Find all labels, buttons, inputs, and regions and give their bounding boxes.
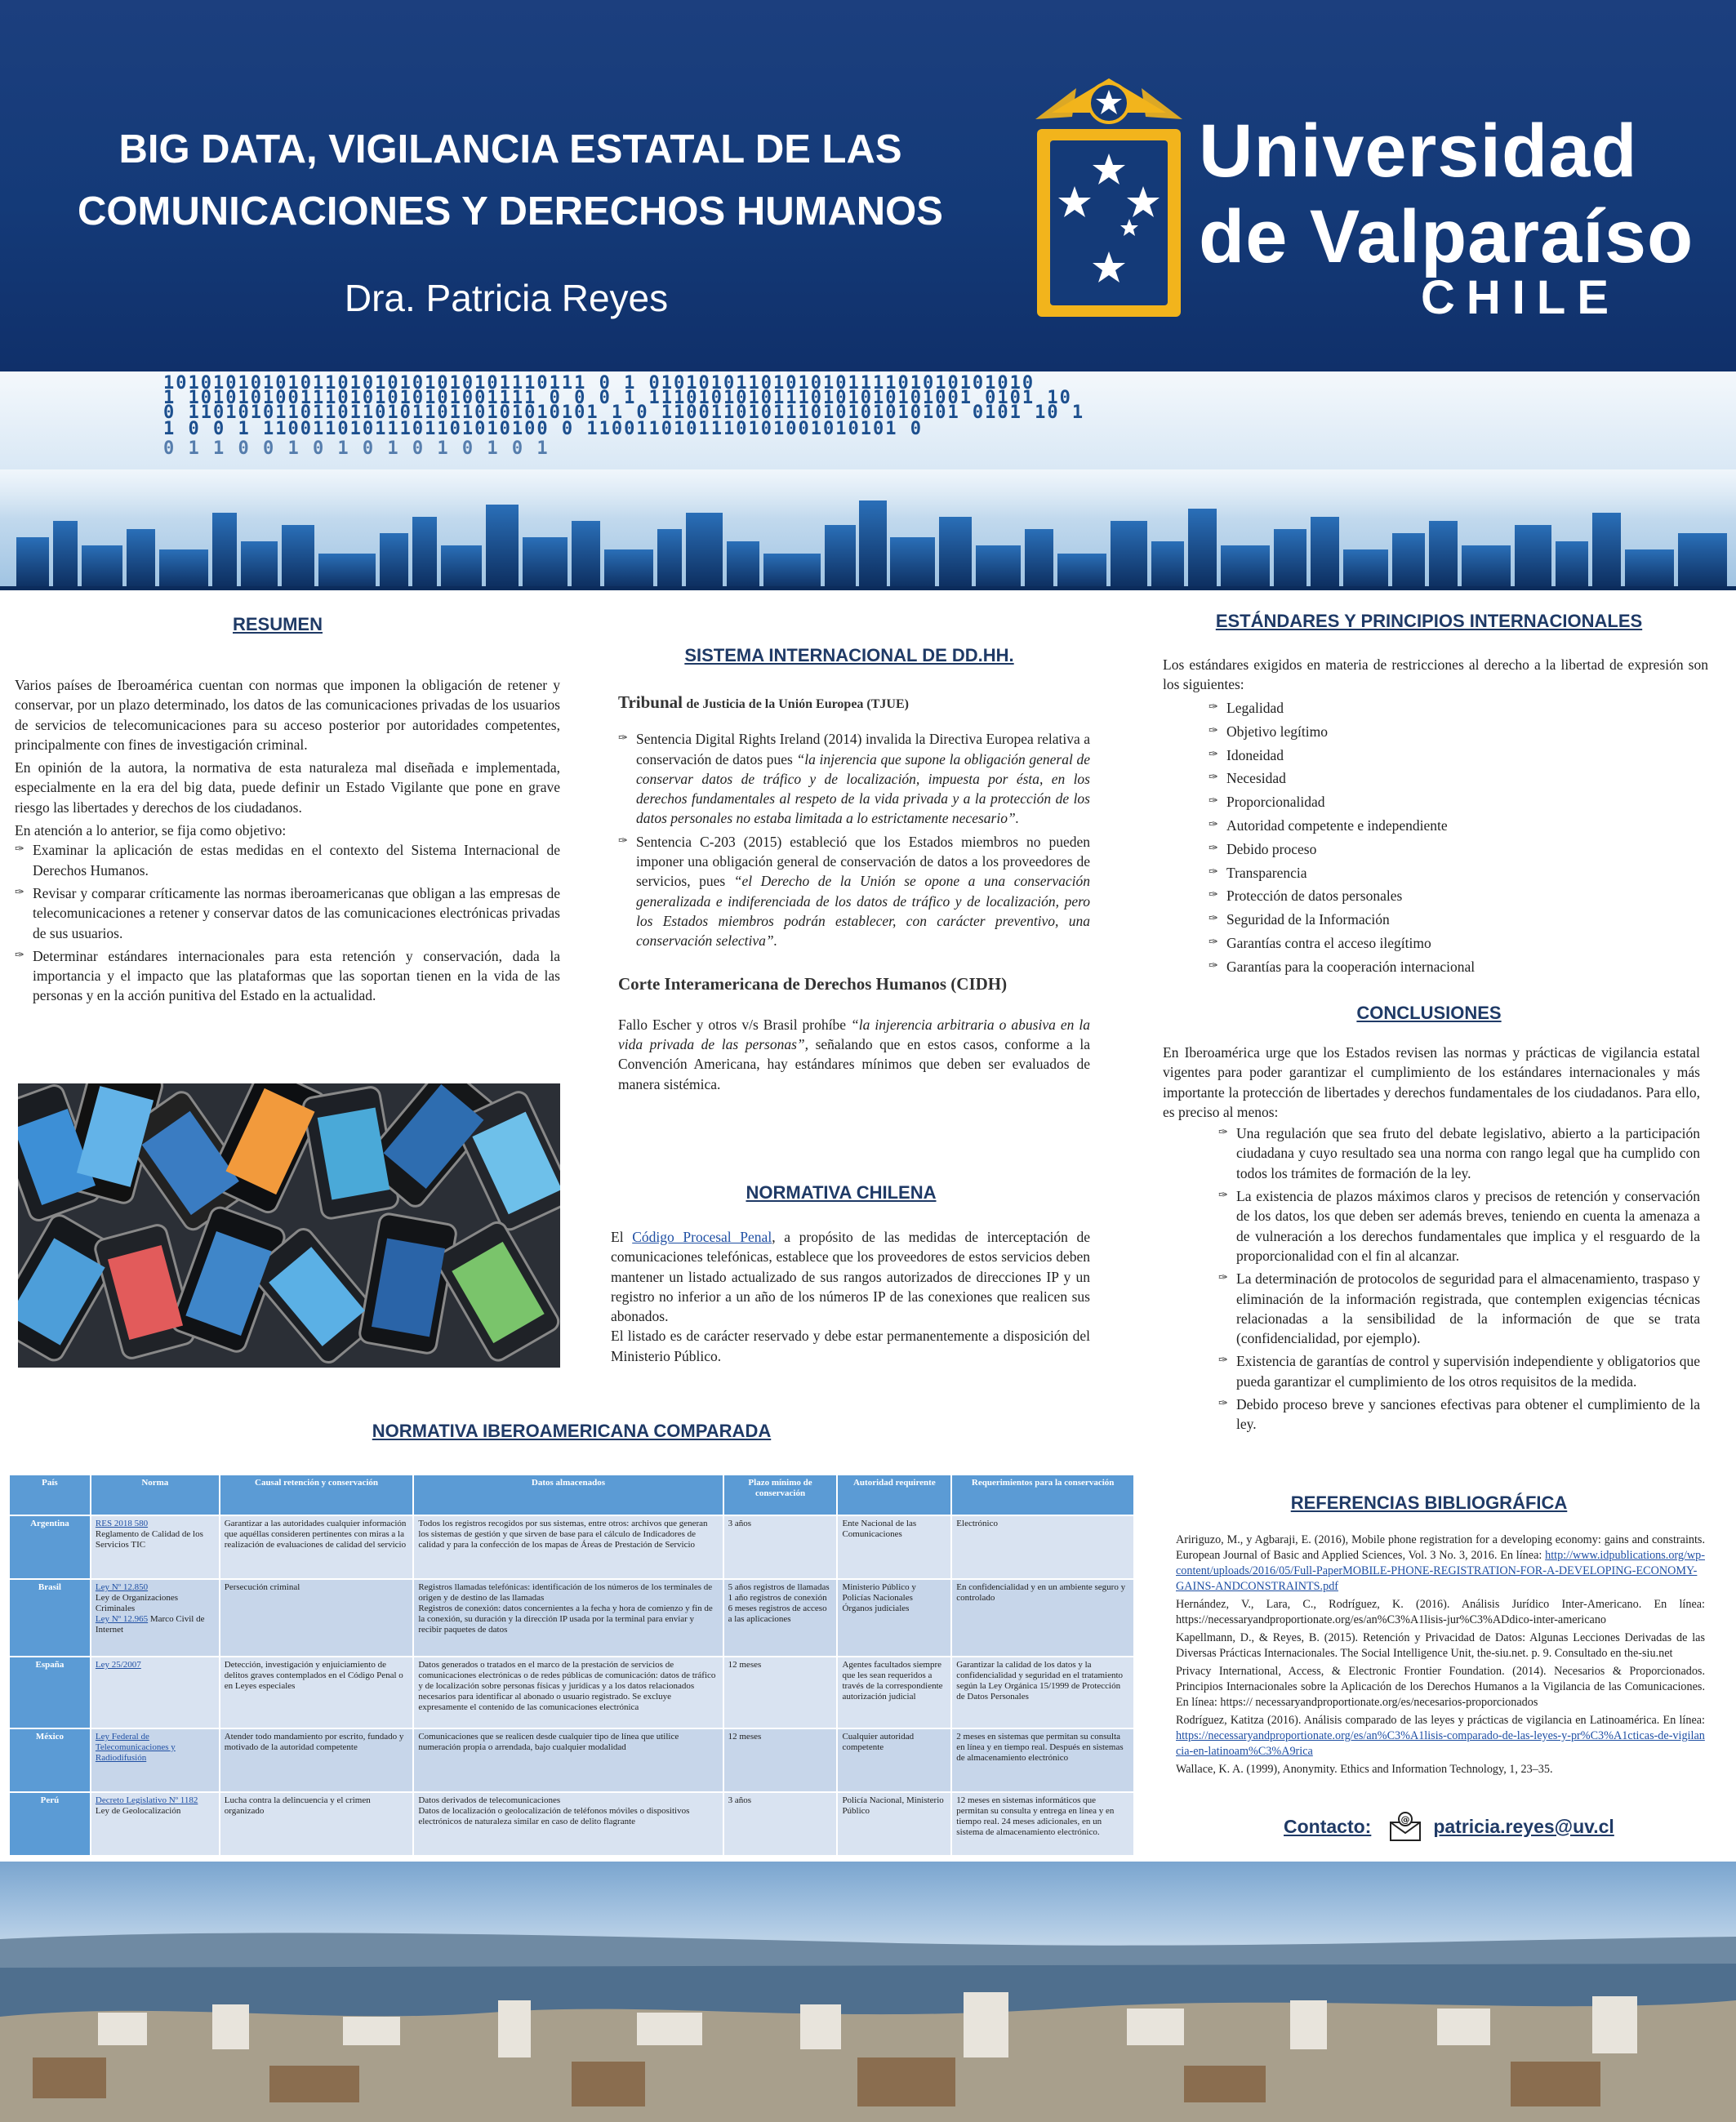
causal-cell: Detección, investigación y enjuiciamiento de delitos graves contemplados en el Código Penal o en Leyes especiales [220, 1657, 414, 1728]
header-banner [0, 0, 1736, 371]
plazo-cell: 5 años registros de llamadas 1 año registros de conexión 6 meses registros de acceso a las aplicaciones [723, 1579, 838, 1657]
conclusiones-section [1163, 1043, 1700, 1435]
norma-cell: Decreto Legislativo Nº 1182 Ley de Geolocalización [91, 1792, 220, 1856]
norma-link[interactable]: Ley Federal de Telecomunicaciones y Radiodifusión [95, 1732, 176, 1763]
plazo-cell: 12 meses [723, 1728, 838, 1792]
list-item: ✑ La determinación de protocolos de seguridad para el almacenamiento, traspaso y eliminación de la información registrada, que contemplen exigencias técnicas relacionadas a la sensibilidad de la información de que se trata (confidencialidad, por ejemplo). [1218, 1269, 1700, 1348]
estandares-heading: ESTÁNDARES Y PRINCIPIOS INTERNACIONALES [1215, 611, 1643, 631]
cidh-paragraph: Fallo Escher y otros v/s Brasil prohíbe “la injerencia arbitraria o abusiva en la vida privada de las personas”, señalando que en estos casos, conforme a la Convención Americana, hay estándares mínimos que deben ser evaluados de manera sistémica. [618, 1016, 1090, 1092]
contact-email[interactable]: patricia.reyes@uv.cl [1433, 1815, 1614, 1837]
causal-cell: Atender todo mandamiento por escrito, fundado y motivado de la autoridad competente [220, 1728, 414, 1792]
list-item: ✑ Necesidad [1209, 767, 1708, 790]
plazo-cell: 3 años [723, 1792, 838, 1856]
tjue-list [618, 729, 1090, 950]
country-cell: Brasil [9, 1579, 91, 1657]
city-skyline-graphic [0, 472, 1736, 590]
requerimientos-cell: Garantizar la calidad de los datos y la confidencialidad y seguridad en el tratamiento según la Ley Orgánica 15/1999 de Protección de Datos Personales [951, 1657, 1134, 1728]
estandares-list [1163, 696, 1708, 979]
list-item: ✑ Determinar estándares internacionales para esta retención y conservación, dada la importancia y el impacto que las plataformas que las soportan tienen en la vida de las personas y en la acción punitiva del Estado en la actualidad. [15, 946, 560, 1006]
list-item: ✑ Transparencia [1209, 861, 1708, 885]
list-item: ✑ Garantías contra el acceso ilegítimo [1209, 932, 1708, 955]
autoridad-cell: Policía Nacional, Ministerio Público [837, 1792, 951, 1856]
codigo-procesal-link[interactable]: Código Procesal Penal [632, 1229, 772, 1245]
contact-label: Contacto: [1284, 1815, 1372, 1837]
conclusiones-intro: En Iberoamérica urge que los Estados revisen las normas y prácticas de vigilancia estatal vigentes para poder garantizar el cumplimiento de los estándares internacionales y más importante la protección de libertades y derechos fundamentales de los ciudadanos. Para ello, es preciso al menos: [1163, 1044, 1700, 1120]
norma-cell: RES 2018 580 Reglamento de Calidad de los Servicios TIC [91, 1515, 220, 1579]
conclusiones-heading: CONCLUSIONES [1356, 1003, 1502, 1023]
reference-item: Rodríguez, Katitza (2016). Análisis comparado de las leyes y prácticas de vigilancia en Latinoamérica. En línea: https://necessaryandproportionate.org/es/an%C3%A1lisis-comparado-de-las-leyes-y-pr%C3%A1cticas-de-vigilancia-en-latinoam%C3%A9rica [1176, 1714, 1705, 1758]
svg-text:@: @ [1400, 1814, 1410, 1825]
list-item: ✑ Examinar la aplicación de estas medidas en el contexto del Sistema Internacional de Derechos Humanos. [15, 840, 560, 880]
logo-valparaiso: de Valparaíso [1199, 195, 1694, 278]
country-cell: Argentina [9, 1515, 91, 1579]
chilena-paragraph: El listado es de carácter reservado y debe estar permanentemente a disposición del Ministerio Público. [611, 1328, 1090, 1364]
binary-row: 0 110101011011011010110110101010101 1 0 110011010111010101010101 0101 10 1 [163, 403, 1085, 423]
list-item: ✑ Garantías para la cooperación internacional [1209, 955, 1708, 979]
requerimientos-cell: 2 meses en sistemas que permitan su consulta en línea y en tiempo real. Después en sistemas de almacenamiento electrónico [951, 1728, 1134, 1792]
list-item: ✑ Protección de datos personales [1209, 884, 1708, 908]
logo-universidad: Universidad [1199, 109, 1638, 193]
norma-link[interactable]: Ley 25/2007 [95, 1660, 141, 1670]
plazo-cell: 12 meses [723, 1657, 838, 1728]
country-cell: México [9, 1728, 91, 1792]
norma-cell: Ley Nº 12.850 Ley de Organizaciones Criminales Ley Nº 12.965 Marco Civil de Internet [91, 1579, 220, 1657]
norma-cell [91, 1728, 220, 1792]
referencias-heading: REFERENCIAS BIBLIOGRÁFICA [1290, 1493, 1568, 1513]
list-item: ✑ Idoneidad [1209, 744, 1708, 767]
envelope-at-icon [1389, 1811, 1422, 1842]
reference-item: Kapellmann, D., & Reyes, B. (2015). Retención y Privacidad de Datos: Algunas Lecciones Derivadas de las Diversas Prácticas Internacionales. The Social Intelligence Unit, the-siu.net. p. 9. Consultado en the-siu.net [1176, 1631, 1705, 1660]
smartphones-pile-photo [18, 1083, 560, 1368]
university-crest-icon [1027, 72, 1191, 325]
resumen-paragraph: En atención a lo anterior, se fija como objetivo: [15, 822, 287, 839]
list-item: ✑ Una regulación que sea fruto del debate legislativo, abierto a la participación ciudadana y cuyo resultado sea una norma con rango legal que ha cumplido con todos los trámites de formación de la ley. [1218, 1123, 1700, 1183]
causal-cell: Persecución criminal [220, 1579, 414, 1657]
tabla-heading: NORMATIVA IBEROAMERICANA COMPARADA [372, 1421, 772, 1441]
datos-cell: Comunicaciones que se realicen desde cualquier tipo de línea que utilice numeración propia o arrendada, bajo cualquier modalidad [413, 1728, 723, 1792]
resumen-paragraph: En opinión de la autora, la normativa de esta naturaleza mal diseñada e implementada, especialmente en la era del big data, puede definir un Estado Vigilante que pone en grave riesgo las libertades y derechos de los ciudadanos. [15, 759, 560, 816]
conclusiones-list [1163, 1123, 1700, 1434]
datos-cell: Registros llamadas telefónicas: identificación de los números de los terminales de origen y de destino de las llamadas Registros de conexión: datos concernientes a la fecha y hora de comienzo y fin de la conexión, su duración y la dirección IP usada por la terminal para enviar y recibir paquetes de datos [413, 1579, 723, 1657]
comparison-table [8, 1474, 1135, 1857]
autoridad-cell: Agentes facultados siempre que les sean requeridos a través de la correspondiente autorización judicial [837, 1657, 951, 1728]
list-item: ✑ Revisar y comparar críticamente las normas iberoamericanas que obligan a las empresas de telecomunicaciones a retener y conservar datos de las comunicaciones electrónicas privadas de sus usuarios. [15, 883, 560, 943]
table-row [9, 1728, 1134, 1792]
sistema-heading: SISTEMA INTERNACIONAL DE DD.HH. [684, 645, 1014, 665]
referencias-section [1176, 1533, 1705, 1780]
autoridad-cell: Ente Nacional de las Comunicaciones [837, 1515, 951, 1579]
column-header: Causal retención y conservación [220, 1475, 414, 1515]
table-row [9, 1515, 1134, 1579]
reference-link[interactable]: https://necessaryandproportionate.org/es/an%C3%A1lisis-comparado-de-las-leyes-y-pr%C3%A1cticas-de-vigilancia-en-latinoam%C3%A9rica [1176, 1729, 1705, 1758]
binary-row: 1 1010101001110101010101001111 0 0 0 1 11101010101110101010101001 0101 10 [163, 388, 1072, 408]
causal-cell: Lucha contra la delincuencia y el crimen organizado [220, 1792, 414, 1856]
resumen-section [15, 675, 560, 1006]
column-header: Datos almacenados [413, 1475, 723, 1515]
datos-cell: Datos derivados de telecomunicaciones Datos de localización o geolocalización de teléfonos móviles o dispositivos electrónicos de naturaleza similar en caso de delito flagrante [413, 1792, 723, 1856]
column-header: Requerimientos para la conservación [951, 1475, 1134, 1515]
resumen-heading: RESUMEN [232, 614, 323, 634]
autoridad-cell: Ministerio Público y Policías Nacionales Órganos judiciales [837, 1579, 951, 1657]
city-panorama-illustration [0, 1862, 1736, 2122]
list-item: ✑ La existencia de plazos máximos claros y precisos de retención y conservación de los datos, los que deben ser además breves, teniendo en cuenta la amenaza a de vulneración a los derechos fundamentales que implica y el resguardo de la proporcionalidad con el fin al alcanzar. [1218, 1186, 1700, 1266]
valparaiso-city-panorama-photo [0, 1862, 1736, 2122]
table-header-row [9, 1475, 1134, 1515]
list-item: ✑ Proporcionalidad [1209, 790, 1708, 814]
table-row [9, 1657, 1134, 1728]
objetivos-list [15, 840, 560, 1005]
reference-item: Wallace, K. A. (1999), Anonymity. Ethics and Information Technology, 1, 23–35. [1176, 1763, 1553, 1776]
requerimientos-cell: 12 meses en sistemas informáticos que permitan su consulta y entrega en línea y en tiempo real. 24 meses adicionales, en un sistema de almacenamiento electrónico. [951, 1792, 1134, 1856]
list-item: ✑ Legalidad [1209, 696, 1708, 720]
country-cell: Perú [9, 1792, 91, 1856]
list-item: ✑ Existencia de garantías de control y supervisión independiente y obligatorios que pueda garantizar el cumplimiento de los otros requisitos de la medida. [1218, 1351, 1700, 1391]
reference-item: Privacy International, Access, & Electronic Frontier Foundation. (2014). Necesarios & Proporcionados. Principios Internacionales sobre la Aplicación de los Derechos Humanos a la Vigilancia de las Comunicaciones. En línea: https:// necessaryandproportionate.org/es/necesarios-proporcionados [1176, 1665, 1705, 1709]
column-header: Plazo mínimo de conservación [723, 1475, 838, 1515]
norma-link[interactable]: RES 2018 580 [95, 1519, 149, 1528]
norma-link[interactable]: Ley Nº 12.965 [95, 1614, 149, 1624]
datos-cell: Datos generados o tratados en el marco de la prestación de servicios de comunicaciones electrónicas o de redes públicas de comunicación: datos de tráfico y de localización sobre personas físicas y jurídicas y a los datos relacionados necesarios para identificar al abonado o usuario registrado. Se excluye expresamente el contenido de las comunicaciones electrónica [413, 1657, 723, 1728]
datos-cell: Todos los registros recogidos por sus sistemas, entre otros: archivos que generan los sistemas de gestión y que sirven de base para el cálculo de Indicadores de calidad y para la confección de los mapas de Áreas de Prestación de Servicio [413, 1515, 723, 1579]
author-name: Dra. Patricia Reyes [344, 277, 669, 319]
binary-row: 0 1 1 0 0 1 0 1 0 1 0 1 0 1 0 1 [163, 438, 550, 459]
binary-row: 1 0 0 1 11001101011101101010100 0 1100110101110101001010101 0 [163, 419, 923, 439]
plazo-cell: 3 años [723, 1515, 838, 1579]
list-item: ✑ Seguridad de la Información [1209, 908, 1708, 932]
column-header: Autoridad requirente [837, 1475, 951, 1515]
list-item: ✑ Autoridad competente e independiente [1209, 814, 1708, 838]
reference-item: Hernández, V., Lara, C., Rodríguez, K. (2016). Análisis Jurídico Inter-Americano. En línea: https://necessaryandproportionate.org/es/an%C3%A1lisis-jur%C3%ADdico-inter-americano [1176, 1598, 1705, 1626]
tjue-subheading: Tribunal de Justicia de la Unión Europea (TJUE) [618, 692, 909, 712]
list-item: ✑ Sentencia C-203 (2015) estableció que los Estados miembros no pueden imponer una obligación general de conservación de datos a los proveedores de servicios, pues “el Derecho de la Unión se opone a una conservación generalizada e indiferenciada de los datos de tráfico y de localización, pero los Estados miembros podrán establecer, con carácter preventivo, una conservación selectiva”. [618, 832, 1090, 951]
requerimientos-cell: En confidencialidad y en un ambiente seguro y controlado [951, 1579, 1134, 1657]
country-cell: España [9, 1657, 91, 1728]
table-row [9, 1792, 1134, 1856]
logo-chile: CHILE [1421, 271, 1620, 324]
causal-cell: Garantizar a las autoridades cualquier información que aquéllas consideren pertinentes con miras a la realización de evaluaciones de calidad del servicio [220, 1515, 414, 1579]
contact-line [1284, 1811, 1614, 1842]
poster-title: BIG DATA, VIGILANCIA ESTATAL DE LAS COMUNICACIONES Y DERECHOS HUMANOS [78, 127, 943, 234]
cidh-subheading: Corte Interamericana de Derechos Humanos (CIDH) [618, 973, 1008, 994]
list-item: ✑ Objetivo legítimo [1209, 720, 1708, 744]
estandares-section [1163, 655, 1708, 979]
list-item: ✑ Sentencia Digital Rights Ireland (2014) invalida la Directiva Europea relativa a conservación de datos pues “la injerencia que supone la obligación general de conservar datos de tráfico y de localización, impuesta por ésta, en los derechos fundamentales al respeto de la vida privada y a la protección de los datos personales no estaba limitada a lo estrictamente necesario”. [618, 729, 1090, 828]
binary-row: 1010101010101101010101010101110111 0 1 0101010110101010111101010101010 [163, 373, 1035, 394]
sistema-section [618, 692, 1090, 1094]
norma-link[interactable]: Decreto Legislativo Nº 1182 [95, 1795, 198, 1805]
estandares-intro: Los estándares exigidos en materia de restricciones al derecho a la libertad de expresión son los siguientes: [1163, 656, 1708, 692]
table-row [9, 1579, 1134, 1657]
column-header: Norma [91, 1475, 220, 1515]
chilena-paragraph: El Código Procesal Penal, a propósito de las medidas de interceptación de comunicaciones telefónicas, establece que los proveedores de estos servicios deben mantener un listado actualizado de sus rangos autorizados de direcciones IP y un registro no inferior a un año de los números IP de las conexiones que realicen sus abonados. [611, 1229, 1090, 1325]
chilena-heading: NORMATIVA CHILENA [746, 1182, 937, 1203]
autoridad-cell: Cualquier autoridad competente [837, 1728, 951, 1792]
reference-item: Aririguzo, M., y Agbaraji, E. (2016), Mobile phone registration for a developing economy: gains and constraints. European Journal of Basic and Applied Sciences, Vol. 3 No. 3, 2016. En línea: http://www.idpublications.org/wp-content/uploads/2016/05/Full-PaperMOBILE-PHONE-REGISTRATION-FOR-A-DEVELOPING-ECONOMY-GAINS-ANDCONSTRAINTS.pdf [1176, 1533, 1705, 1593]
norma-cell [91, 1657, 220, 1728]
requerimientos-cell: Electrónico [951, 1515, 1134, 1579]
reference-link[interactable]: http://www.idpublications.org/wp-content/uploads/2016/05/Full-PaperMOBILE-PHONE-REGISTRATION-FOR-A-DEVELOPING-ECONOMY-GAINS-ANDCONSTRAINTS.pdf [1176, 1549, 1705, 1593]
list-item: ✑ Debido proceso breve y sanciones efectivas para obtener el cumplimiento de la ley. [1218, 1395, 1700, 1435]
chilena-section [611, 1227, 1090, 1366]
column-header: País [9, 1475, 91, 1515]
norma-link[interactable]: Ley Nº 12.850 [95, 1582, 149, 1592]
list-item: ✑ Debido proceso [1209, 838, 1708, 861]
smartphones-pile-illustration [18, 1083, 560, 1368]
resumen-paragraph: Varios países de Iberoamérica cuentan con normas que imponen la obligación de retener y conservar, por un plazo determinado, los datos de las comunicaciones privadas de los usuarios de servicios de telecomunicaciones para su acceso posterior por autoridades competentes, principalmente con fines de investigación criminal. [15, 677, 560, 753]
